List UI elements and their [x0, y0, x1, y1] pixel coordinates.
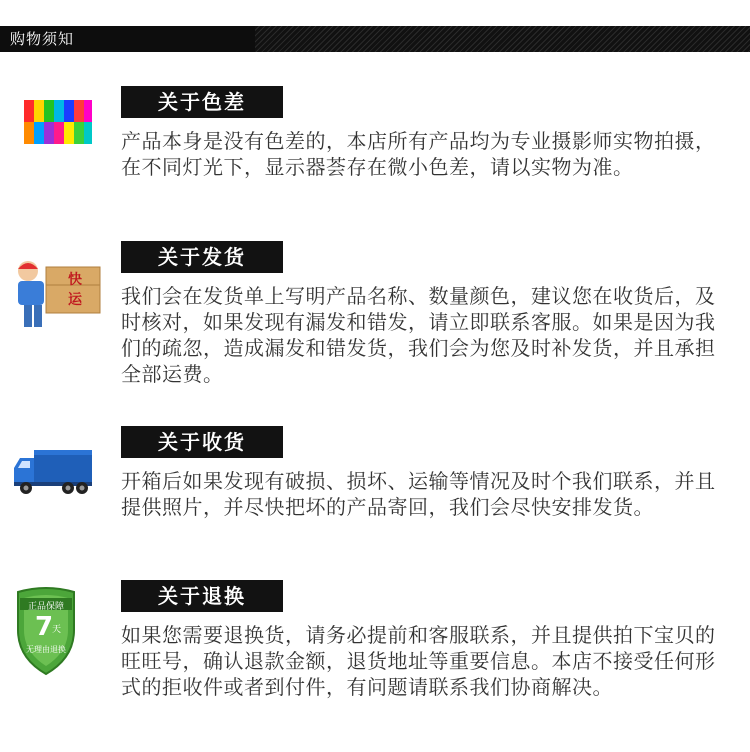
shield-label: 正品保障 [27, 602, 64, 612]
body-returns: 如果您需要退换货，请务必提前和客服联系，并且提供拍下宝贝的旺旺号，确认退款金额，退货地址等重要信息。本店不接受任何形式的拒收件或者到付件，有问题请联系我们协商解决。 [121, 623, 716, 699]
color-swatch-icon [22, 96, 94, 152]
heading-shipping: 关于发货 [121, 241, 283, 273]
heading-receiving: 关于收货 [121, 426, 283, 458]
heading-returns: 关于退换 [121, 580, 283, 612]
delivery-courier-icon [14, 255, 102, 335]
body-color-difference: 产品本身是没有色差的，本店所有产品均为专业摄影师实物拍摄，在不同灯光下，显示器荟存在微小色差，请以实物为准。 [121, 129, 716, 179]
shield-caption: 无理由退换 [26, 645, 66, 654]
heading-color-difference: 关于色差 [121, 86, 283, 118]
section-returns [0, 580, 750, 740]
courier-box-text-2: 运 [68, 292, 82, 308]
shield-number: 7 [34, 612, 54, 642]
guarantee-shield-icon [14, 584, 78, 676]
section-color-difference [0, 86, 750, 216]
section-shipping [0, 241, 750, 391]
page-title: 购物须知 [10, 30, 75, 48]
section-receiving [0, 426, 750, 556]
body-receiving: 开箱后如果发现有破损、损坏、运输等情况及时个我们联系，并且提供照片，并尽快把坏的产品寄回，我们会尽快安排发货。 [121, 469, 716, 519]
truck-icon [12, 446, 94, 498]
shield-day: 天 [52, 625, 62, 635]
header-bar [0, 26, 750, 52]
courier-box-text-1: 快 [68, 272, 82, 288]
body-shipping: 我们会在发货单上写明产品名称、数量颜色，建议您在收货后，及时核对，如果发现有漏发和错发，请立即联系客服。如果是因为我们的疏忽，造成漏发和错发货，我们会为您及时补发货，并且承担全部运费。 [121, 284, 716, 386]
